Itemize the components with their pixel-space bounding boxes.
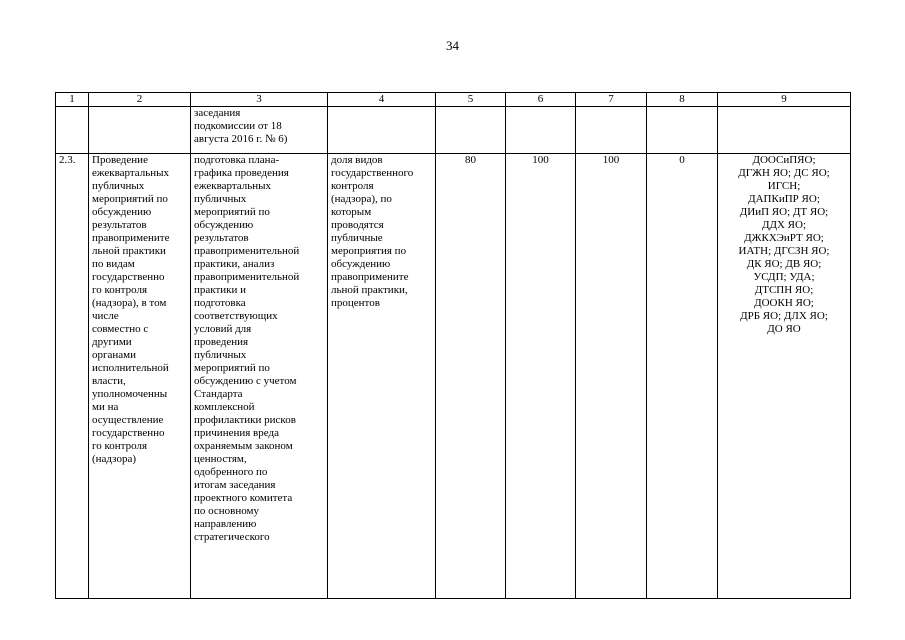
row-name: Проведение ежеквартальных публичных мероприятий по обсуждению результатов правопримените льной практики по видам государственно го контроля (надзора), в том числе совместно с другими органами исполнительной власти, уполномоченны ми на осуществление государственно го контроля (надзора) (89, 154, 191, 599)
header-cell-2: 2 (89, 93, 191, 107)
header-cell-5: 5 (436, 93, 506, 107)
cont-cell-1 (56, 107, 89, 154)
row-number: 2.3. (56, 154, 89, 599)
table-header-row (56, 93, 851, 107)
table-row-continuation (56, 107, 851, 154)
cont-cell-9 (718, 107, 851, 154)
header-cell-9: 9 (718, 93, 851, 107)
row-value-8: 0 (647, 154, 718, 599)
cont-cell-6 (506, 107, 576, 154)
cont-cell-2 (89, 107, 191, 154)
row-indicator: доля видов государственного контроля (надзора), по которым проводятся публичные мероприятия по обсуждению правопримените льной практики, процентов (328, 154, 436, 599)
header-cell-1: 1 (56, 93, 89, 107)
cont-cell-7 (576, 107, 647, 154)
header-cell-8: 8 (647, 93, 718, 107)
plan-table (55, 92, 851, 599)
row-value-6: 100 (506, 154, 576, 599)
header-cell-7: 7 (576, 93, 647, 107)
cont-cell-5 (436, 107, 506, 154)
cont-cell-4 (328, 107, 436, 154)
table-row-2-3 (56, 154, 851, 599)
page-number: 34 (446, 38, 459, 53)
row-responsible: ДООСиПЯО; ДГЖН ЯО; ДС ЯО; ИГСН; ДАПКиПР ЯО; ДИиП ЯО; ДТ ЯО; ДДХ ЯО; ДЖКХЭиРТ ЯО; ИАТН; ДГСЗН ЯО; ДК ЯО; ДВ ЯО; УСДП; УДА; ДТСПН ЯО; ДООКН ЯО; ДРБ ЯО; ДЛХ ЯО; ДО ЯО (718, 154, 851, 599)
row-value-7: 100 (576, 154, 647, 599)
row-value-5: 80 (436, 154, 506, 599)
header-cell-6: 6 (506, 93, 576, 107)
header-cell-3: 3 (191, 93, 328, 107)
cont-cell-8 (647, 107, 718, 154)
header-cell-4: 4 (328, 93, 436, 107)
cont-cell-3: заседания подкомиссии от 18 августа 2016 г. № 6) (191, 107, 328, 154)
row-description: подготовка плана- графика проведения ежеквартальных публичных мероприятий по обсуждению результатов правоприменительной практики, анализ правоприменительной практики и подготовка соответствующих условий для проведения публичных мероприятий по обсуждению с учетом Стандарта комплексной профилактики рисков причинения вреда охраняемым законом ценностям, одобренного по итогам заседания проектного комитета по основному направлению стратегического (191, 154, 328, 599)
